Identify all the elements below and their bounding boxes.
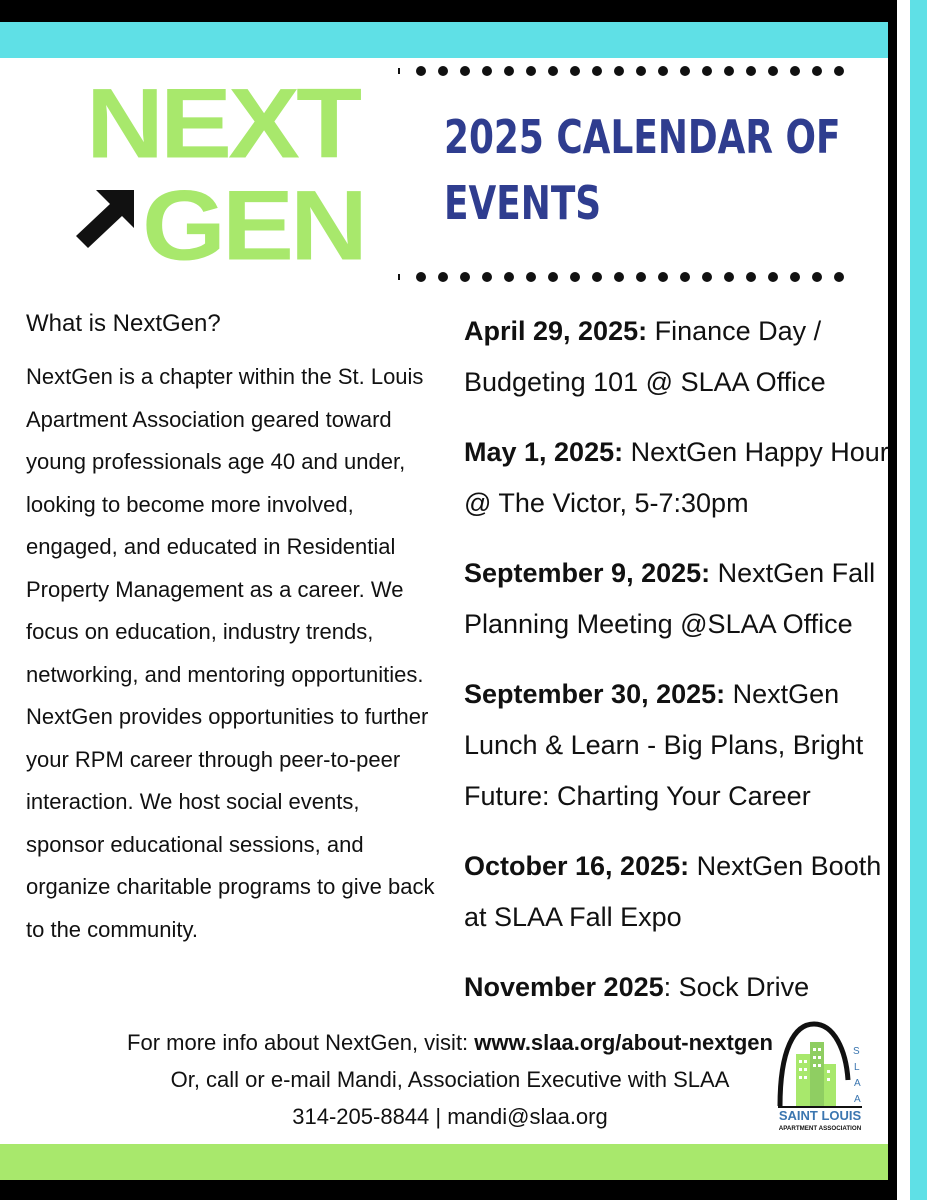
divider-dot (482, 66, 492, 76)
event-description: NextGen Booth at SLAA Fall Expo (464, 851, 882, 932)
bottom-green-band (0, 1144, 888, 1180)
divider-dot (636, 66, 646, 76)
divider-dot (504, 272, 514, 282)
event-date: October 16, 2025: (464, 851, 690, 881)
footer-visit-text: For more info about NextGen, visit: (127, 1030, 475, 1055)
divider-dot (724, 66, 734, 76)
about-paragraph-2: NextGen provides opportunities to further your RPM career through peer-to-peer interaction. We host social events, sponsor educational sessions, and organize charitable programs to give back to the community. (26, 704, 435, 942)
footer-contact-line: 314-205-8844 | mandi@slaa.org (292, 1104, 608, 1129)
divider-dot (416, 66, 426, 76)
divider-dot (526, 66, 536, 76)
top-black-band (0, 0, 927, 22)
event-date: May 1, 2025: (464, 437, 624, 467)
top-cyan-band (0, 22, 888, 58)
calendar-title: 2025 CALENDAR OF EVENTS (444, 110, 841, 230)
divider-dot (460, 66, 470, 76)
event-date: September 30, 2025: (464, 679, 726, 709)
divider-dot (724, 272, 734, 282)
event-item (464, 548, 894, 650)
divider-dot (614, 66, 624, 76)
divider-dot (570, 272, 580, 282)
event-item (464, 841, 894, 943)
slaa-letter: A (854, 1094, 861, 1105)
divider-dot (790, 272, 800, 282)
slaa-letter: A (854, 1078, 861, 1089)
footer-line-1 (100, 1024, 800, 1061)
divider-dot (768, 66, 778, 76)
divider-dot (746, 66, 756, 76)
slaa-logo (774, 1020, 866, 1136)
event-item (464, 669, 894, 822)
divider-dot (658, 272, 668, 282)
divider-dot (504, 66, 514, 76)
divider-dot (812, 66, 822, 76)
divider-dot (548, 66, 558, 76)
divider-dot (680, 66, 690, 76)
about-heading: What is NextGen? (26, 310, 221, 337)
divider-dot (548, 272, 558, 282)
contact-footer (100, 1024, 800, 1135)
event-item (464, 306, 894, 408)
divider-dot (790, 66, 800, 76)
event-description: NextGen Happy Hour @ The Victor, 5-7:30pm (464, 437, 889, 518)
divider-dot (658, 66, 668, 76)
divider-dot (834, 66, 844, 76)
divider-dot (398, 274, 400, 280)
divider-dot (768, 272, 778, 282)
event-date: April 29, 2025: (464, 316, 648, 346)
about-body (26, 356, 436, 951)
divider-dot (702, 66, 712, 76)
divider-dot (482, 272, 492, 282)
divider-dot (592, 66, 602, 76)
bottom-black-band (0, 1180, 888, 1200)
slaa-letter: L (854, 1062, 860, 1073)
about-paragraph-1: NextGen is a chapter within the St. Louis Apartment Association geared toward young professionals age 40 and under, looking to become more involved, engaged, and educated in Residential Property Management as a career. We focus on education, industry trends, networking, and mentoring opportunities. (26, 364, 424, 687)
divider-dot (526, 272, 536, 282)
arrow-up-right-icon (74, 186, 138, 250)
divider-dot (570, 66, 580, 76)
divider-dot (636, 272, 646, 282)
event-description: NextGen Lunch & Learn - Big Plans, Bright Future: Charting Your Career (464, 679, 864, 811)
events-list (464, 306, 894, 1032)
nextgen-url-link[interactable]: www.slaa.org/about-nextgen (474, 1030, 773, 1055)
divider-dot (614, 272, 624, 282)
divider-dot (592, 272, 602, 282)
event-date: September 9, 2025: (464, 558, 711, 588)
logo-gen-text: GEN (142, 169, 365, 281)
logo-next-text: NEXT (86, 67, 359, 179)
event-item (464, 427, 894, 529)
divider-dot (416, 272, 426, 282)
dotted-divider-bottom (398, 270, 888, 284)
divider-dot (812, 272, 822, 282)
divider-dot (746, 272, 756, 282)
footer-line-2: Or, call or e-mail Mandi, Association Executive with SLAA (170, 1067, 730, 1092)
event-date: November 2025 (464, 972, 664, 1002)
event-description: NextGen Fall Planning Meeting @SLAA Office (464, 558, 876, 639)
dotted-divider-top (398, 64, 888, 78)
divider-dot (438, 272, 448, 282)
slaa-logo-subtitle: APARTMENT ASSOCIATION (778, 1125, 862, 1132)
right-white-stripe (897, 0, 910, 1200)
divider-dot (834, 272, 844, 282)
divider-dot (438, 66, 448, 76)
event-description: : Sock Drive (663, 972, 810, 1002)
divider-dot (680, 272, 690, 282)
divider-dot (460, 272, 470, 282)
slaa-letter: S (853, 1046, 860, 1057)
divider-dot (702, 272, 712, 282)
slaa-logo-name: SAINT LOUIS (778, 1108, 862, 1123)
right-cyan-stripe (910, 0, 927, 1200)
event-item (464, 962, 894, 1013)
divider-dot (398, 68, 400, 74)
event-description: Finance Day / Budgeting 101 @ SLAA Office (464, 316, 826, 397)
